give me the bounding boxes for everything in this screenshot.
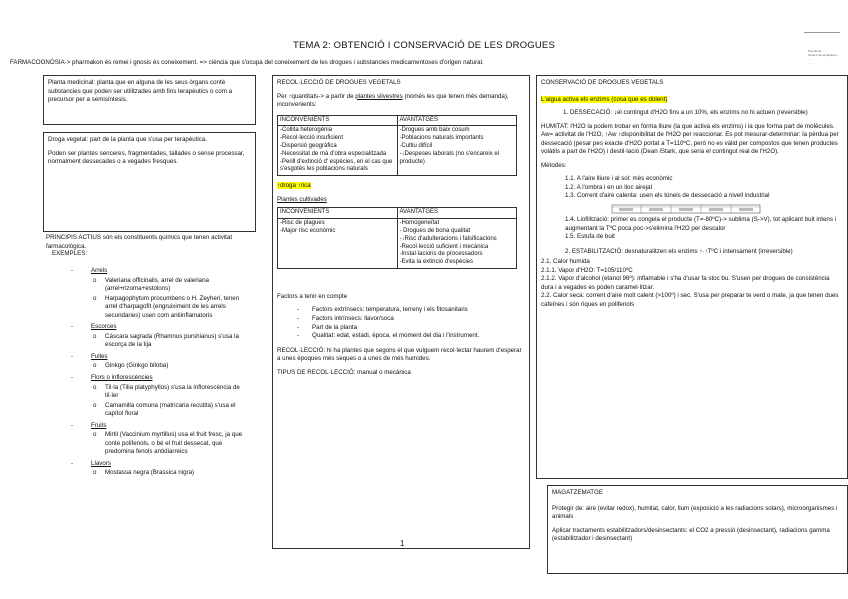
category-item: - Arrels: [71, 267, 108, 274]
category-label: Fulles: [91, 352, 108, 360]
droga-vegetal-box: [43, 132, 256, 250]
example-text: Harpagophytum procumbens o H. Zeyheri, tenen arrel d'harpagofit (engruiximent de les arrels secundaries) usen com antiinflamatoris: [105, 294, 240, 319]
highlight-water: L'aigua activa els enzims (cosa que es dolent): [541, 95, 668, 103]
example-item: o Càscara sagrada (Rhamnus purshianus) s'usa la escorça de la tija: [93, 332, 239, 349]
example-item: o Camamilla comuna (matricaria recutita) s'usa el capítol floral: [93, 401, 236, 418]
avant-cell: [397, 219, 517, 269]
example-item: o Mirtil (Vaccinium myrtillus) usa el fruit fresc, ja que conte polifenols, o bé el fruit dessecat, que predomina fenols antidiarreics: [93, 431, 243, 456]
example-item: o Harpagophytum procumbens o H. Zeyheri, tenen arrel d'harpagofit (engruiximent de les arrels secundaries) usen com antiinflamatoris: [93, 294, 240, 319]
intro-part: Per ↑quantitats-> a partir de: [277, 92, 356, 100]
category-item: - Llavors: [71, 459, 111, 467]
cultivated-plants-table: [277, 207, 517, 269]
example-text: Til·la (Tilia platyphyllos) s'usa la inflorescència de til·ler: [105, 383, 240, 400]
example-text: Camamilla comuna (matricaria recutita) s'usa el capítol floral: [105, 401, 236, 418]
highlight-droga: ↑droga ↑rica: [277, 182, 311, 190]
recollection-types: TIPUS DE RECOL·LECCIÓ: manual o mecànica: [277, 368, 411, 376]
example-text: Ginkgo (Ginkgo biloba): [105, 362, 169, 370]
planta-medicinal-box: [43, 75, 256, 125]
category-item: - Fulles: [71, 352, 108, 360]
example-text: Mostassa negra (Brassica nigra): [105, 469, 195, 477]
cell-line: -Recol·lecció suficient i mecànica: [399, 243, 489, 250]
recollection-box: [272, 75, 530, 549]
example-text: Càscara sagrada (Rhamnus purshianus) s'usa la escorça de la tija: [105, 332, 239, 349]
example-text: Mirtil (Vaccinium myrtillus) usa el fruit fresc, ja que conte polifenols, o bé el fruit dessecat, que predomina fenols antidiarreics: [105, 431, 243, 456]
example-item: o Til·la (Tilia platyphyllos) s'usa la inflorescència de til·ler: [93, 383, 240, 400]
incon-cell: [278, 219, 398, 269]
method-item: 1.4. Liofilització: primer es congela el producte (T=-80ºC)-> sublima (S->V), tot aplicant buit intens i augmentant la TºC poca poc->s'elimina l'H2O per descalor: [565, 216, 837, 232]
category-item: - Flors o inflorescències: [71, 374, 153, 382]
factor-text: Qualitat: edat, estadi, època, el moment del dia i l'instrument.: [312, 332, 480, 340]
intro-definition: FARMACOGNÒSIA-> pharmakon és remei i gnosis és coneixement. => ciència que s'ocupa del coneixement de les drogues i substancies medicamentoses d'origen natural.: [10, 59, 484, 66]
recollection-note: RECOL·LECCIÓ: hi ha plantes que segons el que vulguem recol·lectar haurem d'esperar a unes èpoques més seques o a unes de més humides.: [277, 346, 522, 363]
method-item: 1.5. Estufa de buit: [565, 233, 615, 241]
example-text: Valeriana officinalis, arrel de valeriana (arrel+rizoma+estolons): [105, 276, 209, 293]
cell-line: -Collita heterogènia: [280, 127, 333, 134]
cell-line: -Poblacions naturals importants: [399, 135, 484, 142]
method-item: 2.1.1. Vapor d'H2O: T=105/110ºC: [541, 266, 633, 274]
storage-treatments: Aplicar tractaments estabilitzadors/desinsectants: el CO2 a pressió (desinsectant), radiacions gamma (estabilitzador i desinsectant): [552, 526, 830, 543]
droga-vegetal-forms: Poden ser plantes senceres, fragmentades, tallades o sense processar, normalment dessecades o a vegades fresques.: [48, 149, 245, 166]
cell-line: -Cultiu difícil: [399, 143, 433, 150]
factor-item: - Factors intrínsecs: llavor/soca: [297, 314, 394, 322]
method-item: 2.1. Calor humida: [541, 258, 590, 266]
principis-actius: PRINCIPIS ACTIUS són els constituents químics que tenen activitat farmacològica.: [46, 234, 233, 250]
intro-part: (només les que tenen més demanda), inconvenients:: [277, 92, 509, 109]
storage-box: [547, 485, 848, 574]
corner-line: ... ...: [808, 60, 814, 65]
corner-line: ...: [808, 56, 811, 61]
cell-line: -Instal·lacions de processadors: [399, 251, 483, 258]
factor-text: Factors intrínsecs: llavor/soca: [312, 314, 394, 322]
corner-line: Tem de la ...: [808, 49, 825, 53]
cultivated-heading: Plantes cultivades: [277, 195, 327, 203]
table-header: AVANTATGES: [397, 115, 517, 126]
dessecacio: 1. DESSECACIÓ: ↓el contingut d'H2O fins a un 10%, els enzims no hi actuen (reversible): [563, 109, 808, 117]
table-header: INCONVENIENTS: [278, 115, 398, 126]
category-label: Flors o inflorescències: [91, 374, 153, 382]
recollection-intro: [277, 93, 525, 110]
drying-tunnel-illustration: [611, 202, 761, 214]
recollection-heading: RECOL·LECCIÓ DE DROGUES VEGETALS: [277, 79, 401, 86]
method-item: 1.1. A l'aire lliure i al sol: més econòmic: [565, 175, 673, 183]
metodes-heading: Mètodes:: [541, 161, 567, 169]
cell-line: -Evita la extinció d'espècies: [399, 259, 474, 266]
storage-protect: Protegir de: aire (evitar redox), humitat, calor, llum (exposició a les radiacions solars), microorganismes i animals: [552, 504, 838, 521]
page-title: TEMA 2: OBTENCIÓ I CONSERVACIÓ DE LES DROGUES: [292, 40, 556, 51]
intro-underlined: plantes silvestres: [355, 92, 403, 100]
exemples-heading: EXEMPLES:: [52, 250, 88, 257]
method-item: 1.3. Corrent d'aire calenta: usen els túnels de dessecació a nivell industrial: [565, 192, 770, 200]
factors-heading: Factors a tenir en compte: [277, 292, 348, 300]
category-label: Arrels: [91, 267, 108, 274]
factor-text: Factors extrínsecs: temperatura, terreny i els fitosanitaris: [312, 306, 468, 314]
cell-line: - Drogues de bona qualitat: [399, 227, 471, 234]
cell-line: -Recol·lecció insuficient: [280, 135, 344, 142]
method-item: 1.2. A l'ombra i en un lloc airejat: [565, 183, 653, 191]
table-header: INCONVENIENTS: [278, 208, 398, 219]
droga-vegetal-text: Droga vegetal: part de la planta que s'usa per terapèutica.: [48, 136, 208, 143]
conservation-box: [536, 75, 848, 479]
cell-line: -Necessitat de mà d'obra especialitzada: [280, 150, 387, 157]
cell-line: -Perill d'extinció d' espècies, en el cas que s'esgotès les poblacions naturals: [280, 158, 393, 173]
method-item: 2.1.2. Vapor d'alcohol (etanol 96º): inflamable i s'ha d'usar fa stoc bu. S'usen per drogues de consistència dura i a vegades es poden caramel·litzar.: [541, 275, 830, 291]
cell-line: -Major risc econòmic: [280, 227, 336, 234]
factor-text: Part de la planta: [312, 323, 358, 331]
humitat: HUMITAT: l'H2O la podem trobar en forma lliure (la que activa els enzims) i la que forma part de molècules. Aw= activitat de l'H2O, ↑Aw ↑disponibilitat de l'H2O per reaccionar. Es pot mesurar-determinar: la pèrdua per dessecació (pesar pes exacte d'H2O portat a T=110ºC, però no es vàlid per compostos que tenen productes volàtils a part de l'H2O) i destil·lació (Dean iStark, que seria el contingut real de l'H2O).: [541, 122, 839, 156]
cell-line: -Homogeneïtat: [399, 220, 440, 227]
cell-line: -↓Risc d'adulteracions i falsificacions: [399, 235, 497, 242]
factor-item: - Factors extrínsecs: temperatura, terreny i els fitosanitaris: [297, 306, 468, 314]
avant-cell: [397, 126, 517, 176]
cell-line: -Risc de plagues: [280, 220, 325, 227]
conservation-heading: CONSERVACIÓ DE DROGUES VEGETALS: [541, 79, 664, 86]
factor-item: - Part de la planta: [297, 323, 358, 331]
page-number: 1: [400, 539, 405, 548]
incon-cell: [278, 126, 398, 176]
factors-list: [277, 306, 525, 340]
category-item: - Fruits: [71, 421, 107, 429]
category-label: Escorces: [91, 323, 117, 331]
table-header: AVANTATGES: [397, 208, 517, 219]
category-item: - Escorces: [71, 323, 117, 331]
example-item: o Valeriana officinalis, arrel de valeriana (arrel+rizoma+estolons): [93, 276, 209, 293]
example-item: o Mostassa negra (Brassica nigra): [93, 469, 195, 477]
example-item: o Ginkgo (Ginkgo biloba): [93, 362, 169, 370]
wild-plants-table: [277, 115, 517, 177]
estabilitzacio: 2. ESTABILITZACIÓ: desnaturalitzen els enzims ↑·↑TºC i intensament (irreversible): [565, 247, 793, 255]
method-item: 2.2. Calor seca: corrent d'aire molt calent (>100º) i sec. S'usa per preparar te verd o mate, ja que tenen dues cafeïnes i són riques en polifenols: [541, 292, 839, 308]
header-rule: [804, 32, 840, 36]
storage-heading: MAGATZEMATGE: [552, 489, 603, 496]
cell-line: -Drogues amb baix cosum: [399, 127, 470, 134]
category-label: Fruits: [91, 421, 107, 429]
cell-line: -↓Despeses laborals (no s'encareix el producte): [399, 150, 500, 165]
planta-medicinal-text: Planta medicinal: planta que en alguna de les seus òrgans conté substancies que poden ser utilitzades amb fins terapèutics o com a precursor per a semisíntesis.: [48, 79, 233, 104]
factor-item: - Qualitat: edat, estadi, època, el moment del dia i l'instrument.: [297, 332, 480, 340]
corner-line: Tema 2 de la bioquím...: [808, 52, 840, 57]
cell-line: -Dispersió geogràfica: [280, 143, 337, 150]
exemples-list: [45, 264, 250, 478]
category-label: Llavors: [91, 459, 111, 467]
